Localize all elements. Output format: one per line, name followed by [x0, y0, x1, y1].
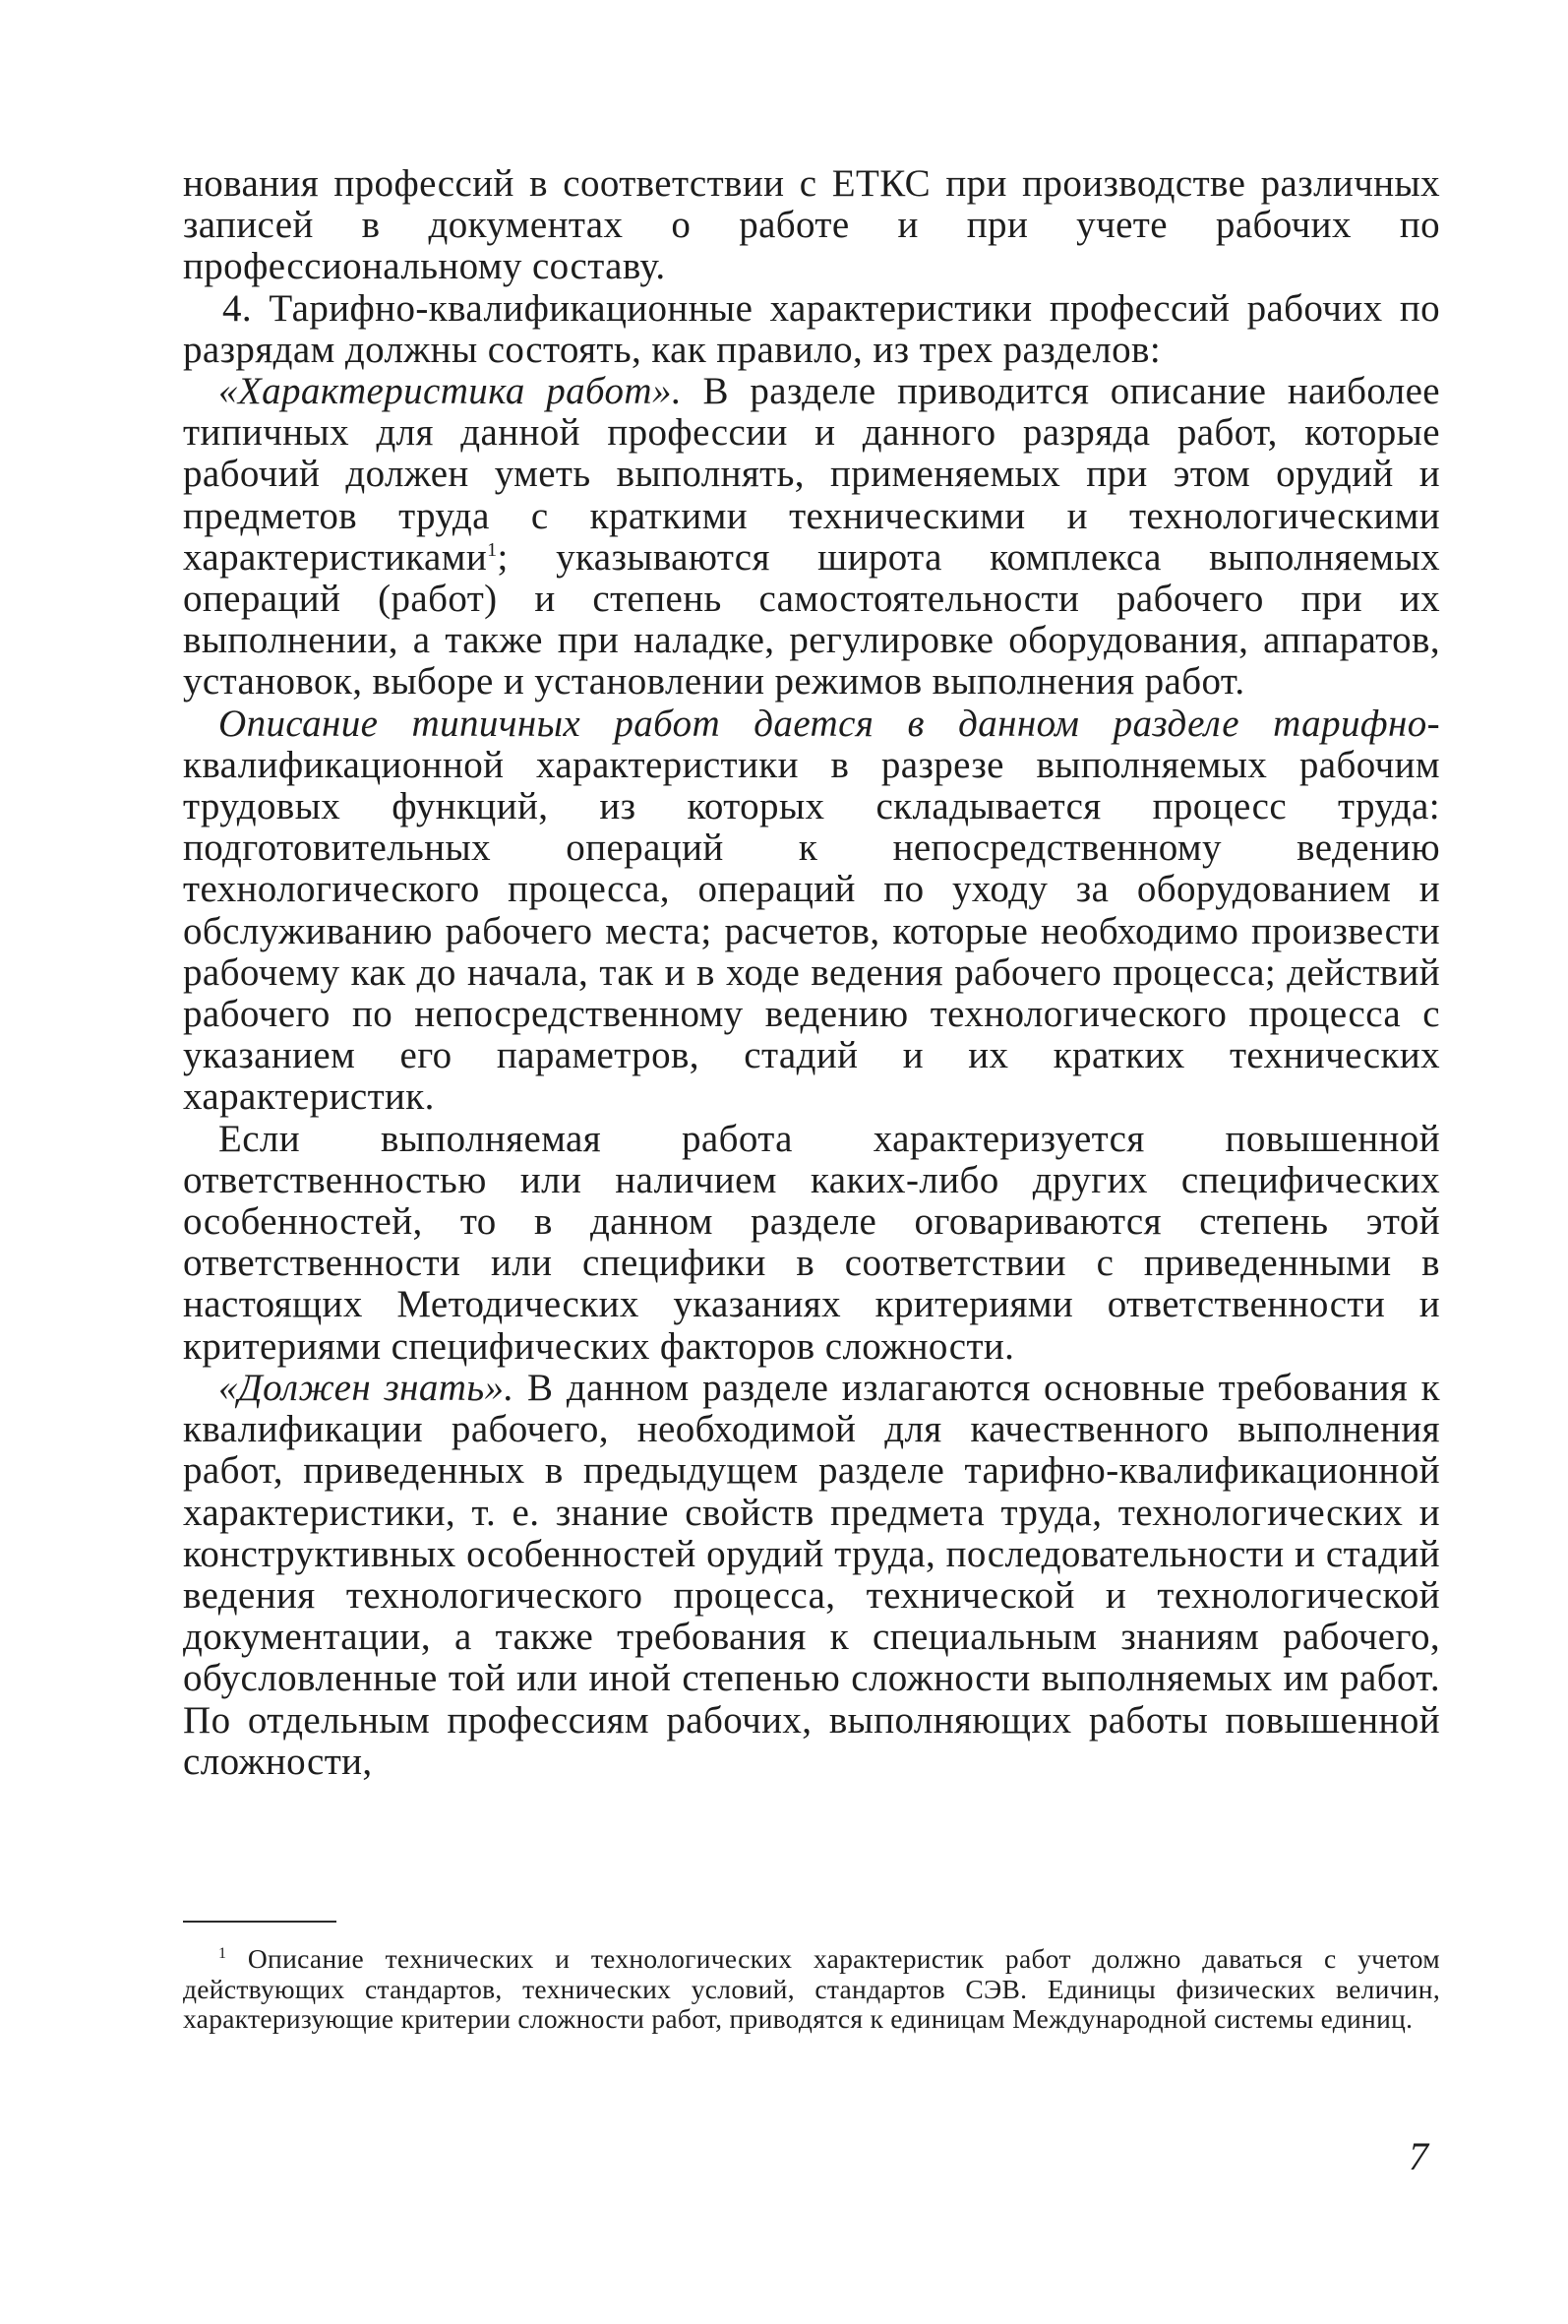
paragraph-continuation-text: нования профессий в соответствии с ЕТКС при производстве различных записей в документах о работе и при учете рабочих по профессиональному составу. [183, 162, 1440, 288]
section-must-know [183, 1368, 1440, 1783]
footnotes [183, 1944, 1440, 2035]
section-work-characteristics [183, 371, 1440, 703]
paragraph-typical-work [183, 703, 1440, 1119]
section-work-text-continued: ; указываются широта комплекса выполняемых операций (работ) и степень самостоятельности рабочего при их выполнении, а также при наладке, регулировке оборудования, аппаратов, установок, выборе и установлении режимов выполнения работ. [183, 535, 1440, 703]
body-text [183, 163, 1440, 1783]
section-work-text: В разделе приводится описание наиболее типичных для данной профессии и данного разряда работ, которые рабочий должен уметь выполнять, применяемых при этом орудий и предметов труда с краткими техническими и технологическими характеристиками [183, 370, 1440, 579]
paragraph-typical-work-lead: Описание типичных работ дается в данном разделе тарифно- [218, 702, 1440, 745]
footnote-1 [183, 1944, 1440, 2035]
paragraph-responsibility-text: Если выполняемая работа характеризуется повышенной ответственностью или наличием каких-либо других специфических особенностей, то в данном разделе оговариваются степень этой ответственности или специфики в соответствии с приведенными в настоящих Методических указаниях критериями ответственности и критериями специфических факторов сложности. [183, 1117, 1440, 1368]
footnote-text: Описание технических и технологических характеристик работ должно даваться с учетом действующих стандартов, технических условий, стандартов СЭВ. Единицы физических величин, характеризующие критерии сложности работ, приводятся к единицам Международной системы единиц. [183, 1943, 1440, 2035]
paragraph-continuation [183, 163, 1440, 288]
paragraph-typical-work-text: квалификационной характеристики в разрезе выполняемых рабочим трудовых функций, из которых складывается процесс труда: подготовительных операций к непосредственному ведению технологического процесса, операций по уходу за оборудованием и обслуживанию рабочего места; расчетов, которые необходимо произвести рабочему как до начала, так и в ходе ведения рабочего процесса; действий рабочего по непосредственному ведению технологического процесса с указанием его параметров, стадий и их кратких технических характеристик. [183, 743, 1440, 1119]
footnote-reference[interactable]: 1 [487, 538, 498, 561]
section-must-know-text: В данном разделе излагаются основные требования к квалификации рабочего, необходимой для качественного выполнения работ, приведенных в предыдущем разделе тарифно-квалификационной характеристики, т. е. знание свойств предмета труда, технологических и конструктивных особенностей орудий труда, последовательности и стадий ведения технологического процесса, технической и технологической документации, а также требования к специальным знаниям рабочего, обусловленные той или иной степенью сложности выполняемых им работ. По отдельным профессиям рабочих, выполняющих работы повышенной сложности, [183, 1366, 1440, 1783]
footnote-separator [183, 1921, 336, 1923]
section-must-know-heading: «Должен знать». [218, 1366, 514, 1409]
section-work-heading: «Характеристика работ». [218, 370, 683, 413]
paragraph-responsibility [183, 1119, 1440, 1368]
page-number: 7 [1409, 2134, 1428, 2178]
footnote-marker: 1 [218, 1945, 227, 1962]
paragraph-item-4 [183, 288, 1440, 371]
paragraph-item-4-text: 4. Тарифно-квалификационные характеристики профессий рабочих по разрядам должны состоять, как правило, из трех разделов: [183, 286, 1440, 371]
